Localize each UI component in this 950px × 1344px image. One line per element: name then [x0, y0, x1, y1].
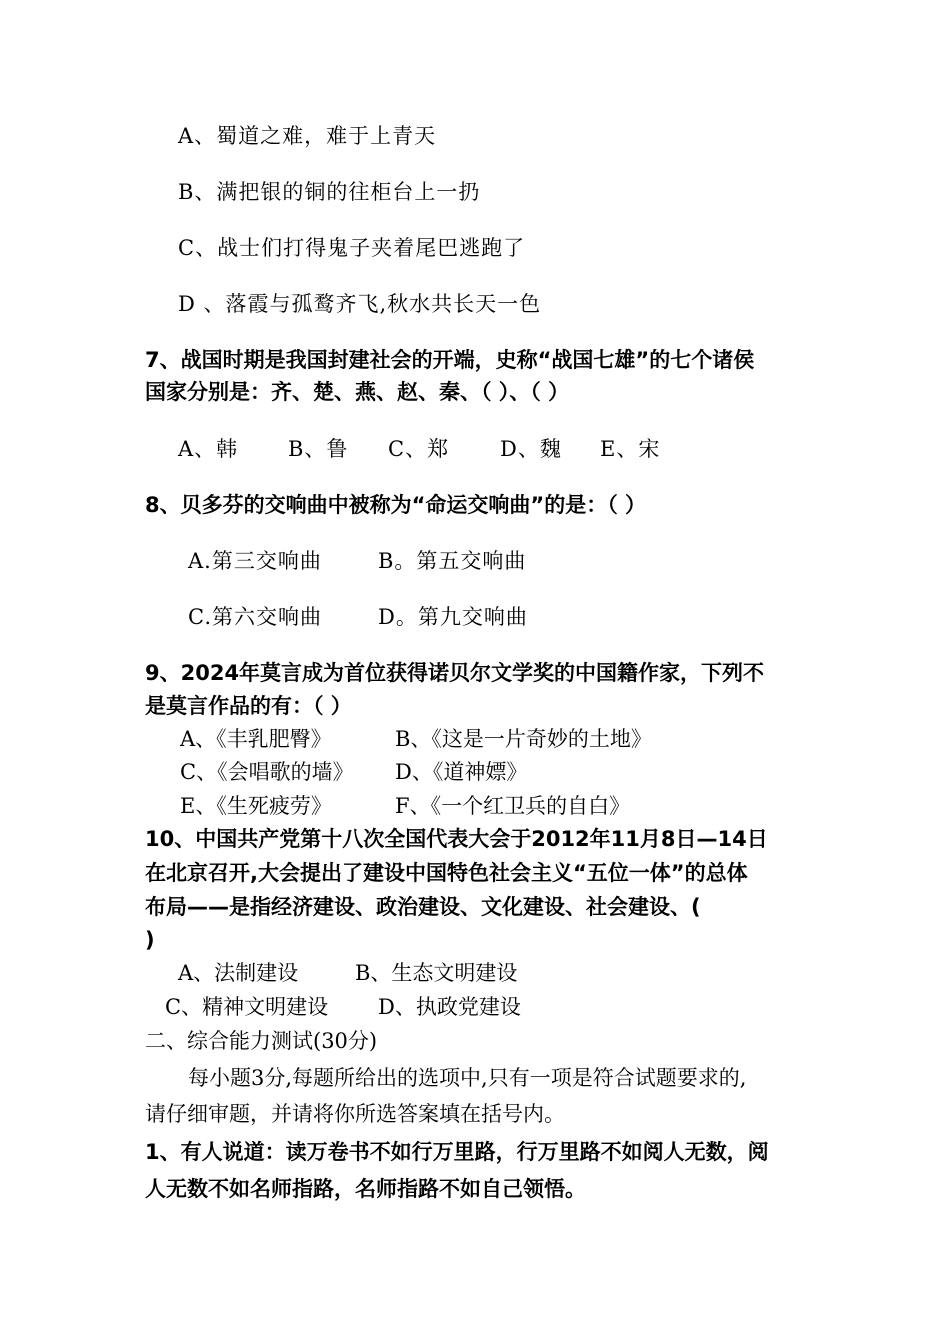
- q10-text-line-3: 布局——是指经济建设、政治建设、文化建设、社会建设、(: [145, 895, 701, 919]
- q9-option-a: A、《丰乳肥臀》: [180, 727, 332, 751]
- q6-option-b: B、满把银的铜的往柜台上一扔: [178, 180, 481, 204]
- q6-option-a: A、蜀道之难，难于上青天: [178, 124, 437, 148]
- q9-option-f: F、《一个红卫兵的自白》: [395, 794, 631, 818]
- q9-text-line-1: 9、2024年莫言成为首位获得诺贝尔文学奖的中国籍作家，下列不: [145, 661, 765, 685]
- q9-text-line-2: 是莫言作品的有：（ ）: [145, 694, 352, 718]
- q10-option-a: A、法制建设: [178, 961, 299, 985]
- q8-option-c: C.第六交响曲: [188, 605, 322, 629]
- q8-option-b: B。第五交响曲: [378, 549, 527, 573]
- section-2-intro-line-2: 请仔细审题，并请将你所选答案填在括号内。: [145, 1102, 565, 1126]
- q7-option-a: A、韩: [178, 437, 239, 461]
- q7-option-b: B、鲁: [288, 437, 349, 461]
- q7-option-c: C、郑: [388, 437, 450, 461]
- q10-text-line-4: ): [145, 928, 155, 952]
- q9-option-e: E、《生死疲劳》: [180, 794, 332, 818]
- q8-option-a: A.第三交响曲: [188, 549, 322, 573]
- q9-option-b: B、《这是一片奇妙的土地》: [395, 727, 652, 751]
- q8-text: 8、贝多芬的交响曲中被称为“命运交响曲”的是：（ ）: [145, 493, 647, 517]
- q10-option-b: B、生态文明建设: [355, 961, 518, 985]
- q7-text-line-2: 国家分别是：齐、楚、燕、赵、秦、（ ）、（ ）: [145, 380, 570, 404]
- q6-option-d: D 、落霞与孤鹜齐飞,秋水共长天一色: [178, 292, 542, 316]
- q10-text-line-1: 10、中国共产党第十八次全国代表大会于2012年11月8日—14日: [145, 827, 768, 851]
- q9-option-c: C、《会唱歌的墙》: [180, 760, 354, 784]
- s2-q1-text-line-1: 1、有人说道：读万卷书不如行万里路，行万里路不如阅人无数，阅: [145, 1140, 769, 1164]
- s2-q1-text-line-2: 人无数不如名师指路，名师指路不如自己领悟。: [145, 1177, 586, 1201]
- q7-text-line-1: 7、战国时期是我国封建社会的开端，史称“战国七雄”的七个诸侯: [145, 348, 755, 372]
- q9-option-d: D、《道神嫖》: [395, 760, 528, 784]
- section-2-intro-line-1: 每小题3分,每题所给出的选项中,只有一项是符合试题要求的,: [188, 1066, 747, 1090]
- q6-option-c: C、战士们打得鬼子夹着尾巴逃跑了: [178, 236, 526, 260]
- q8-option-d: D。第九交响曲: [378, 605, 528, 629]
- q10-text-line-2: 在北京召开,大会提出了建设中国特色社会主义“五位一体”的总体: [145, 861, 748, 885]
- q10-option-c: C、精神文明建设: [165, 995, 329, 1019]
- q10-option-d: D、执政党建设: [378, 995, 521, 1019]
- q7-option-e: E、宋: [600, 437, 661, 461]
- q7-option-d: D、魏: [500, 437, 562, 461]
- section-2-heading: 二、综合能力测试(30分): [145, 1029, 378, 1053]
